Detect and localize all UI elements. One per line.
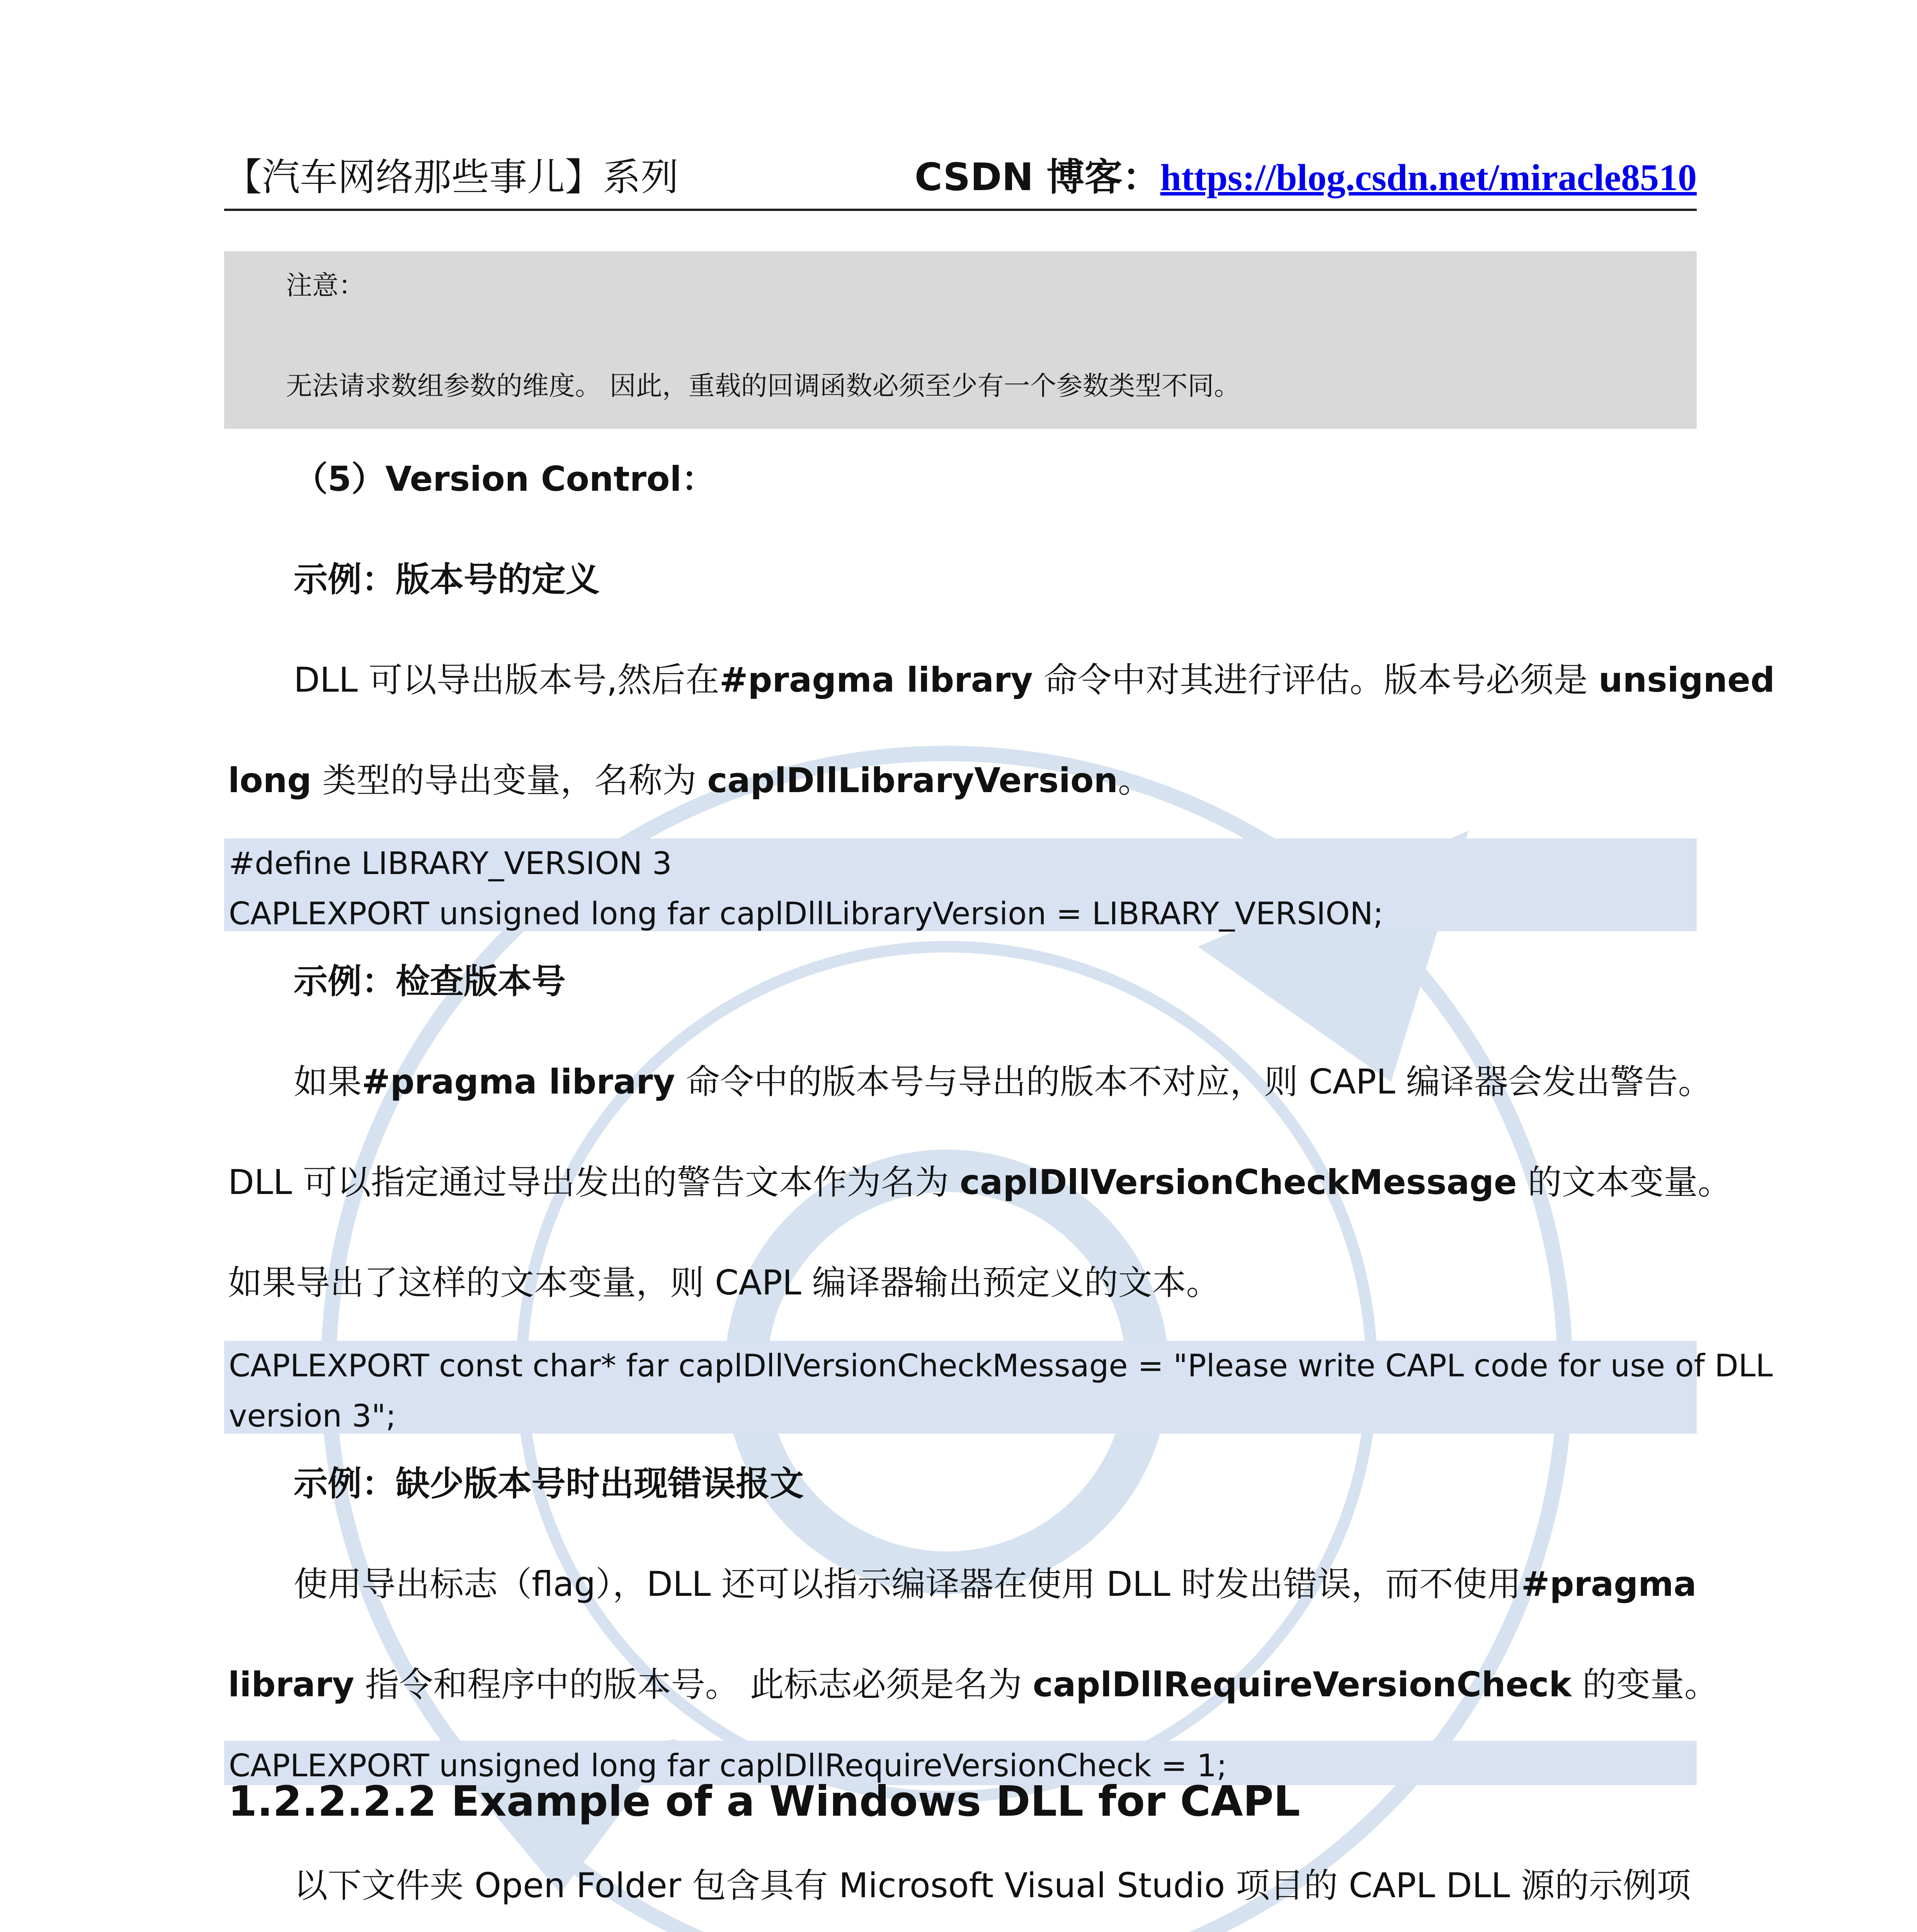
- header-divider: [224, 209, 1697, 211]
- blog-url-link[interactable]: https://blog.csdn.net/miracle8510: [1160, 157, 1697, 199]
- note-text: 无法请求数组参数的维度。 因此，重载的回调函数必须至少有一个参数类型不同。: [286, 371, 1240, 401]
- note-box: [224, 251, 1697, 429]
- paragraph-predefined-text: 如果导出了这样的文本变量，则 CAPL 编译器输出预定义的文本。: [228, 1263, 1220, 1303]
- example-title-version-definition: 示例：版本号的定义: [294, 560, 600, 599]
- paragraph-require-version: 使用导出标志（flag），DLL 还可以指示编译器在使用 DLL 时发出错误，而不使用#pragma: [294, 1564, 1697, 1604]
- code-line: CAPLEXPORT unsigned long far caplDllRequireVersionCheck = 1;: [229, 1748, 1227, 1784]
- code-block-library-version: [224, 838, 1697, 931]
- example-title-check-version: 示例：检查版本号: [294, 961, 566, 1001]
- blog-link-group: [915, 147, 1697, 201]
- example-title-missing-version: 示例：缺少版本号时出现错误报文: [294, 1464, 804, 1503]
- code-line: version 3";: [229, 1398, 396, 1434]
- paragraph-version-export: DLL 可以导出版本号,然后在#pragma library 命令中对其进行评估。版本号必须是 unsigned: [294, 660, 1775, 700]
- blog-label: CSDN 博客：: [914, 155, 1160, 199]
- code-block-version-check-message: [224, 1341, 1773, 1434]
- section-heading-windows-dll: 1.2.2.2.2 Example of a Windows DLL for CAPL: [228, 1777, 1300, 1826]
- paragraph-require-version-cont: library 指令和程序中的版本号。 此标志必须是名为 caplDllRequireVersionCheck 的变量。: [228, 1665, 1718, 1704]
- section-heading-version-control: （5）Version Control：: [294, 459, 716, 499]
- paragraph-open-folder: 以下文件夹 Open Folder 包含具有 Microsoft Visual Studio 项目的 CAPL DLL 源的示例项: [294, 1866, 1691, 1905]
- code-line: CAPLEXPORT unsigned long far caplDllLibraryVersion = LIBRARY_VERSION;: [229, 896, 1384, 932]
- code-line: CAPLEXPORT const char* far caplDllVersionCheckMessage = "Please write CAPL code for use of DLL: [229, 1348, 1773, 1384]
- code-line: #define LIBRARY_VERSION 3: [229, 845, 672, 881]
- paragraph-warning-text: DLL 可以指定通过导出发出的警告文本作为名为 caplDllVersionCheckMessage 的文本变量。: [228, 1162, 1732, 1202]
- series-title: 【汽车网络那些事儿】系列: [224, 155, 679, 199]
- paragraph-version-export-cont: long 类型的导出变量，名称为 caplDllLibraryVersion。: [228, 760, 1152, 800]
- note-title: 注意：: [286, 270, 365, 301]
- paragraph-check-version: 如果#pragma library 命令中的版本号与导出的版本不对应，则 CAPL 编译器会发出警告。: [294, 1062, 1712, 1102]
